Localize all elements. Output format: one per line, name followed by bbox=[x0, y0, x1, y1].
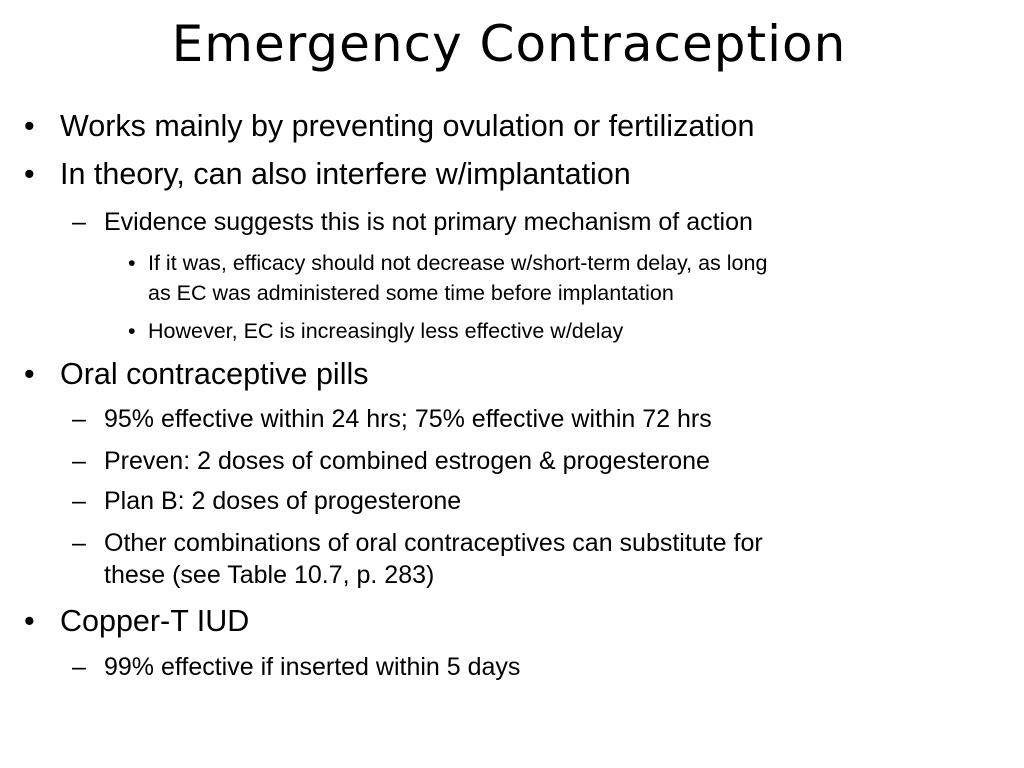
slide-title: Emergency Contraception bbox=[171, 15, 847, 73]
bullet-item-implantation bbox=[24, 156, 984, 192]
bullet-marker: • bbox=[24, 357, 35, 391]
sub-item-preven bbox=[72, 445, 972, 477]
sub-item-text: Preven: 2 doses of combined estrogen & progesterone bbox=[104, 447, 710, 475]
dash-marker: – bbox=[72, 487, 86, 515]
sub-item-text: Evidence suggests this is not primary mechanism of action bbox=[104, 208, 753, 236]
dash-marker: – bbox=[72, 653, 86, 681]
sub-item-iud-effectiveness bbox=[72, 651, 972, 683]
subsub-item-delay bbox=[128, 316, 988, 346]
subsub-item-text: However, EC is increasingly less effective w/delay bbox=[148, 319, 624, 343]
bullet-text: Oral contraceptive pills bbox=[60, 357, 369, 391]
sub-item-effectiveness bbox=[72, 403, 972, 435]
bullet-text: Works mainly by preventing ovulation or fertilization bbox=[60, 109, 755, 143]
bullet-item-oral-pills bbox=[24, 356, 984, 392]
bullet-marker: • bbox=[128, 319, 136, 343]
bullet-marker: • bbox=[24, 109, 35, 143]
bullet-marker: • bbox=[128, 251, 136, 275]
bullet-text: In theory, can also interfere w/implantation bbox=[60, 157, 631, 191]
dash-marker: – bbox=[72, 208, 86, 236]
dash-marker: – bbox=[72, 529, 86, 557]
bullet-marker: • bbox=[24, 157, 35, 191]
bullet-item-ovulation bbox=[24, 108, 984, 144]
dash-marker: – bbox=[72, 447, 86, 475]
sub-item-text: 99% effective if inserted within 5 days bbox=[104, 653, 521, 681]
sub-item-other-combinations bbox=[72, 527, 972, 591]
sub-item-evidence bbox=[72, 206, 972, 238]
sub-item-line-1: Other combinations of oral contraceptives can substitute for bbox=[104, 529, 763, 557]
bullet-item-copper-iud bbox=[24, 603, 984, 639]
sub-item-text: 95% effective within 24 hrs; 75% effective within 72 hrs bbox=[104, 405, 712, 433]
sub-item-plan-b bbox=[72, 485, 972, 517]
subsub-item-text bbox=[148, 248, 988, 308]
subsub-item-line-2: as EC was administered some time before implantation bbox=[148, 281, 674, 305]
subsub-item-efficacy bbox=[128, 248, 988, 308]
bullet-text: Copper-T IUD bbox=[60, 604, 250, 638]
sub-item-line-2: these (see Table 10.7, p. 283) bbox=[104, 561, 435, 589]
dash-marker: – bbox=[72, 405, 86, 433]
bullet-marker: • bbox=[24, 604, 35, 638]
sub-item-text bbox=[104, 527, 972, 591]
subsub-item-line-1: If it was, efficacy should not decrease w/short-term delay, as long bbox=[148, 251, 768, 275]
sub-item-text: Plan B: 2 doses of progesterone bbox=[104, 487, 462, 515]
